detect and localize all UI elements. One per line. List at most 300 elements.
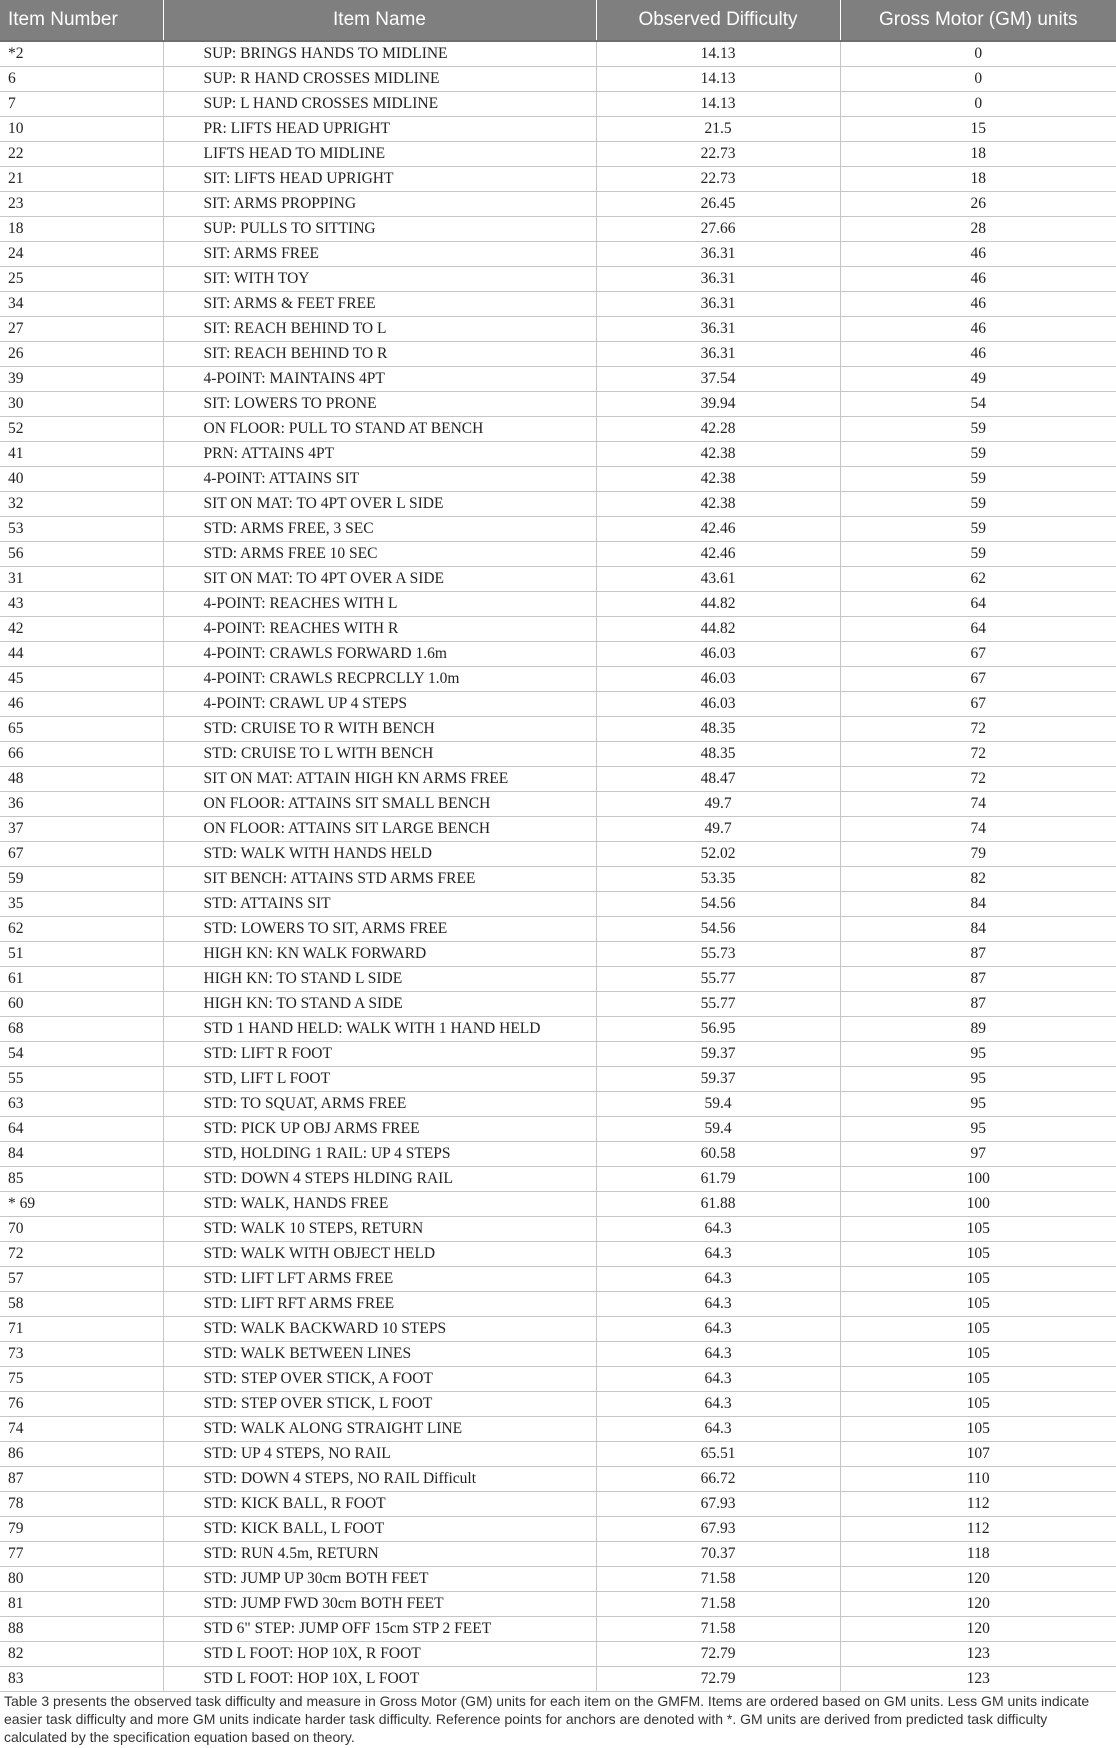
- cell-item-name: STD: CRUISE TO R WITH BENCH: [163, 717, 596, 742]
- table-row: [0, 1067, 1116, 1092]
- header-item-name: Item Name: [163, 0, 596, 41]
- cell-item-number: 87: [0, 1467, 163, 1492]
- cell-observed-difficulty: 22.73: [596, 142, 840, 167]
- cell-item-number: 21: [0, 167, 163, 192]
- cell-item-number: 80: [0, 1567, 163, 1592]
- cell-item-name: SUP: PULLS TO SITTING: [163, 217, 596, 242]
- cell-item-number: 39: [0, 367, 163, 392]
- table-row: [0, 192, 1116, 217]
- cell-observed-difficulty: 55.77: [596, 992, 840, 1017]
- table-row: [0, 717, 1116, 742]
- cell-item-name: 4-POINT: CRAWLS RECPRCLLY 1.0m: [163, 667, 596, 692]
- cell-item-name: STD: CRUISE TO L WITH BENCH: [163, 742, 596, 767]
- cell-item-number: 7: [0, 92, 163, 117]
- cell-item-number: 55: [0, 1067, 163, 1092]
- cell-item-name: PR: LIFTS HEAD UPRIGHT: [163, 117, 596, 142]
- cell-item-name: STD: WALK WITH OBJECT HELD: [163, 1242, 596, 1267]
- cell-gm-units: 105: [840, 1342, 1116, 1367]
- cell-item-name: STD: DOWN 4 STEPS HLDING RAIL: [163, 1167, 596, 1192]
- cell-gm-units: 59: [840, 492, 1116, 517]
- cell-item-name: STD: LIFT R FOOT: [163, 1042, 596, 1067]
- cell-item-number: 44: [0, 642, 163, 667]
- cell-gm-units: 67: [840, 692, 1116, 717]
- cell-item-name: STD: WALK, HANDS FREE: [163, 1192, 596, 1217]
- cell-observed-difficulty: 64.3: [596, 1367, 840, 1392]
- cell-item-number: 26: [0, 342, 163, 367]
- cell-observed-difficulty: 48.47: [596, 767, 840, 792]
- table-row: [0, 817, 1116, 842]
- cell-item-number: 85: [0, 1167, 163, 1192]
- cell-gm-units: 82: [840, 867, 1116, 892]
- cell-observed-difficulty: 64.3: [596, 1267, 840, 1292]
- cell-gm-units: 0: [840, 41, 1116, 67]
- cell-item-number: 73: [0, 1342, 163, 1367]
- cell-observed-difficulty: 71.58: [596, 1592, 840, 1617]
- cell-item-number: 65: [0, 717, 163, 742]
- cell-gm-units: 28: [840, 217, 1116, 242]
- cell-item-name: SUP: BRINGS HANDS TO MIDLINE: [163, 41, 596, 67]
- cell-observed-difficulty: 36.31: [596, 317, 840, 342]
- cell-observed-difficulty: 48.35: [596, 717, 840, 742]
- cell-item-number: 86: [0, 1442, 163, 1467]
- cell-item-name: SIT BENCH: ATTAINS STD ARMS FREE: [163, 867, 596, 892]
- table-row: [0, 1017, 1116, 1042]
- cell-gm-units: 95: [840, 1067, 1116, 1092]
- cell-gm-units: 95: [840, 1117, 1116, 1142]
- cell-gm-units: 95: [840, 1042, 1116, 1067]
- cell-item-number: 24: [0, 242, 163, 267]
- cell-gm-units: 123: [840, 1642, 1116, 1667]
- cell-item-name: SIT: ARMS FREE: [163, 242, 596, 267]
- cell-observed-difficulty: 53.35: [596, 867, 840, 892]
- cell-observed-difficulty: 55.73: [596, 942, 840, 967]
- cell-gm-units: 87: [840, 967, 1116, 992]
- cell-item-number: 68: [0, 1017, 163, 1042]
- cell-item-number: 27: [0, 317, 163, 342]
- cell-item-number: 52: [0, 417, 163, 442]
- table-row: [0, 467, 1116, 492]
- cell-item-number: 84: [0, 1142, 163, 1167]
- cell-observed-difficulty: 37.54: [596, 367, 840, 392]
- cell-gm-units: 105: [840, 1242, 1116, 1267]
- header-observed-difficulty: Observed Difficulty: [596, 0, 840, 41]
- cell-item-name: SIT ON MAT: TO 4PT OVER L SIDE: [163, 492, 596, 517]
- table-row: [0, 592, 1116, 617]
- cell-observed-difficulty: 36.31: [596, 267, 840, 292]
- table-row: [0, 767, 1116, 792]
- cell-item-number: 70: [0, 1217, 163, 1242]
- cell-observed-difficulty: 64.3: [596, 1342, 840, 1367]
- cell-item-name: SIT ON MAT: TO 4PT OVER A SIDE: [163, 567, 596, 592]
- cell-observed-difficulty: 22.73: [596, 167, 840, 192]
- table-row: [0, 1617, 1116, 1642]
- cell-item-number: 88: [0, 1617, 163, 1642]
- cell-item-name: 4-POINT: CRAWLS FORWARD 1.6m: [163, 642, 596, 667]
- table-row: [0, 1292, 1116, 1317]
- table-row: [0, 92, 1116, 117]
- cell-item-number: 71: [0, 1317, 163, 1342]
- cell-gm-units: 105: [840, 1217, 1116, 1242]
- cell-item-name: STD, LIFT L FOOT: [163, 1067, 596, 1092]
- cell-observed-difficulty: 46.03: [596, 692, 840, 717]
- cell-item-number: 36: [0, 792, 163, 817]
- cell-observed-difficulty: 39.94: [596, 392, 840, 417]
- table-row: [0, 492, 1116, 517]
- cell-item-number: 64: [0, 1117, 163, 1142]
- cell-gm-units: 72: [840, 767, 1116, 792]
- table-row: [0, 1542, 1116, 1567]
- table-row: [0, 567, 1116, 592]
- cell-observed-difficulty: 71.58: [596, 1617, 840, 1642]
- cell-item-number: 22: [0, 142, 163, 167]
- cell-item-name: STD: ARMS FREE, 3 SEC: [163, 517, 596, 542]
- cell-gm-units: 46: [840, 242, 1116, 267]
- cell-gm-units: 105: [840, 1317, 1116, 1342]
- cell-item-name: STD: JUMP UP 30cm BOTH FEET: [163, 1567, 596, 1592]
- cell-item-number: 61: [0, 967, 163, 992]
- table-row: [0, 1267, 1116, 1292]
- cell-item-number: 54: [0, 1042, 163, 1067]
- cell-observed-difficulty: 59.4: [596, 1092, 840, 1117]
- table-row: [0, 942, 1116, 967]
- cell-item-name: STD: STEP OVER STICK, A FOOT: [163, 1367, 596, 1392]
- cell-gm-units: 0: [840, 67, 1116, 92]
- cell-gm-units: 120: [840, 1617, 1116, 1642]
- cell-item-name: STD: RUN 4.5m, RETURN: [163, 1542, 596, 1567]
- cell-item-number: 74: [0, 1417, 163, 1442]
- table-row: [0, 1092, 1116, 1117]
- cell-observed-difficulty: 59.37: [596, 1067, 840, 1092]
- cell-gm-units: 0: [840, 92, 1116, 117]
- table-row: [0, 1467, 1116, 1492]
- cell-observed-difficulty: 49.7: [596, 792, 840, 817]
- cell-item-number: 25: [0, 267, 163, 292]
- cell-observed-difficulty: 67.93: [596, 1517, 840, 1542]
- cell-item-name: STD 1 HAND HELD: WALK WITH 1 HAND HELD: [163, 1017, 596, 1042]
- cell-item-name: STD: KICK BALL, L FOOT: [163, 1517, 596, 1542]
- cell-item-name: ON FLOOR: ATTAINS SIT SMALL BENCH: [163, 792, 596, 817]
- cell-observed-difficulty: 49.7: [596, 817, 840, 842]
- cell-item-number: 59: [0, 867, 163, 892]
- cell-gm-units: 62: [840, 567, 1116, 592]
- table-row: [0, 242, 1116, 267]
- cell-observed-difficulty: 36.31: [596, 292, 840, 317]
- cell-gm-units: 46: [840, 317, 1116, 342]
- table-row: [0, 642, 1116, 667]
- cell-item-name: 4-POINT: REACHES WITH L: [163, 592, 596, 617]
- cell-item-name: SUP: L HAND CROSSES MIDLINE: [163, 92, 596, 117]
- cell-gm-units: 46: [840, 267, 1116, 292]
- cell-item-name: STD: LIFT RFT ARMS FREE: [163, 1292, 596, 1317]
- cell-item-number: 42: [0, 617, 163, 642]
- table-row: [0, 67, 1116, 92]
- table-header: [0, 0, 1116, 41]
- cell-item-name: 4-POINT: CRAWL UP 4 STEPS: [163, 692, 596, 717]
- table-row: [0, 1317, 1116, 1342]
- table-row: [0, 1217, 1116, 1242]
- cell-item-number: 76: [0, 1392, 163, 1417]
- cell-observed-difficulty: 70.37: [596, 1542, 840, 1567]
- cell-gm-units: 97: [840, 1142, 1116, 1167]
- cell-gm-units: 26: [840, 192, 1116, 217]
- cell-observed-difficulty: 43.61: [596, 567, 840, 592]
- table-row: [0, 892, 1116, 917]
- cell-observed-difficulty: 72.79: [596, 1667, 840, 1692]
- table-row: [0, 442, 1116, 467]
- cell-observed-difficulty: 42.38: [596, 467, 840, 492]
- cell-observed-difficulty: 54.56: [596, 917, 840, 942]
- table-row: [0, 1567, 1116, 1592]
- cell-item-number: 82: [0, 1642, 163, 1667]
- cell-item-name: HIGH KN: TO STAND A SIDE: [163, 992, 596, 1017]
- cell-item-number: 67: [0, 842, 163, 867]
- cell-observed-difficulty: 64.3: [596, 1417, 840, 1442]
- cell-gm-units: 105: [840, 1267, 1116, 1292]
- cell-item-number: *2: [0, 41, 163, 67]
- table-row: [0, 792, 1116, 817]
- cell-item-name: STD L FOOT: HOP 10X, R FOOT: [163, 1642, 596, 1667]
- cell-gm-units: 59: [840, 517, 1116, 542]
- cell-gm-units: 72: [840, 717, 1116, 742]
- cell-item-name: STD 6" STEP: JUMP OFF 15cm STP 2 FEET: [163, 1617, 596, 1642]
- table-row: [0, 1042, 1116, 1067]
- cell-item-number: 18: [0, 217, 163, 242]
- table-row: [0, 867, 1116, 892]
- cell-item-number: 34: [0, 292, 163, 317]
- cell-observed-difficulty: 67.93: [596, 1492, 840, 1517]
- cell-gm-units: 87: [840, 942, 1116, 967]
- table-row: [0, 142, 1116, 167]
- cell-item-number: 23: [0, 192, 163, 217]
- cell-gm-units: 72: [840, 742, 1116, 767]
- cell-observed-difficulty: 59.37: [596, 1042, 840, 1067]
- cell-gm-units: 67: [840, 642, 1116, 667]
- cell-observed-difficulty: 44.82: [596, 592, 840, 617]
- cell-observed-difficulty: 48.35: [596, 742, 840, 767]
- table-row: [0, 217, 1116, 242]
- cell-item-name: LIFTS HEAD TO MIDLINE: [163, 142, 596, 167]
- table-row: [0, 342, 1116, 367]
- cell-item-name: STD: LOWERS TO SIT, ARMS FREE: [163, 917, 596, 942]
- cell-item-name: STD: WALK 10 STEPS, RETURN: [163, 1217, 596, 1242]
- table-body: [0, 41, 1116, 1692]
- table-row: [0, 667, 1116, 692]
- cell-item-number: 79: [0, 1517, 163, 1542]
- table-row: [0, 117, 1116, 142]
- cell-gm-units: 120: [840, 1567, 1116, 1592]
- cell-gm-units: 107: [840, 1442, 1116, 1467]
- table-row: [0, 1492, 1116, 1517]
- cell-item-number: 56: [0, 542, 163, 567]
- cell-observed-difficulty: 71.58: [596, 1567, 840, 1592]
- cell-item-number: 62: [0, 917, 163, 942]
- cell-observed-difficulty: 64.3: [596, 1242, 840, 1267]
- cell-item-name: STD, HOLDING 1 RAIL: UP 4 STEPS: [163, 1142, 596, 1167]
- cell-item-number: 31: [0, 567, 163, 592]
- table-row: [0, 1392, 1116, 1417]
- table-row: [0, 417, 1116, 442]
- table-row: [0, 967, 1116, 992]
- cell-observed-difficulty: 60.58: [596, 1142, 840, 1167]
- cell-gm-units: 120: [840, 1592, 1116, 1617]
- cell-observed-difficulty: 44.82: [596, 617, 840, 642]
- cell-item-name: HIGH KN: KN WALK FORWARD: [163, 942, 596, 967]
- cell-gm-units: 67: [840, 667, 1116, 692]
- table-caption: Table 3 presents the observed task difficulty and measure in Gross Motor (GM) units for each item on the GMFM. Items are ordered based on GM units. Less GM units indicate easier task difficulty and more GM units indicate harder task difficulty. Reference points for anchors are denoted with *. GM units are derived from predicted task difficulty calculated by the specification equation based on theory.: [4, 1693, 1090, 1745]
- cell-item-name: PRN: ATTAINS 4PT: [163, 442, 596, 467]
- table-row: [0, 167, 1116, 192]
- cell-observed-difficulty: 66.72: [596, 1467, 840, 1492]
- cell-gm-units: 84: [840, 892, 1116, 917]
- cell-item-name: 4-POINT: ATTAINS SIT: [163, 467, 596, 492]
- cell-item-name: ON FLOOR: ATTAINS SIT LARGE BENCH: [163, 817, 596, 842]
- table-row: [0, 1642, 1116, 1667]
- table-row: [0, 1667, 1116, 1692]
- cell-item-number: 75: [0, 1367, 163, 1392]
- table-row: [0, 1342, 1116, 1367]
- header-row: [0, 0, 1116, 41]
- cell-item-name: HIGH KN: TO STAND L SIDE: [163, 967, 596, 992]
- cell-item-number: 40: [0, 467, 163, 492]
- table-row: [0, 1592, 1116, 1617]
- table-row: [0, 617, 1116, 642]
- cell-gm-units: 54: [840, 392, 1116, 417]
- cell-gm-units: 49: [840, 367, 1116, 392]
- table-row: [0, 367, 1116, 392]
- cell-observed-difficulty: 42.46: [596, 542, 840, 567]
- cell-item-name: SIT: REACH BEHIND TO R: [163, 342, 596, 367]
- cell-item-name: STD: ARMS FREE 10 SEC: [163, 542, 596, 567]
- table-row: [0, 317, 1116, 342]
- cell-gm-units: 95: [840, 1092, 1116, 1117]
- cell-observed-difficulty: 64.3: [596, 1392, 840, 1417]
- cell-item-number: * 69: [0, 1192, 163, 1217]
- cell-gm-units: 112: [840, 1517, 1116, 1542]
- cell-observed-difficulty: 14.13: [596, 92, 840, 117]
- table-row: [0, 517, 1116, 542]
- table-row: [0, 1117, 1116, 1142]
- cell-gm-units: 18: [840, 167, 1116, 192]
- cell-gm-units: 105: [840, 1367, 1116, 1392]
- cell-item-name: SUP: R HAND CROSSES MIDLINE: [163, 67, 596, 92]
- cell-observed-difficulty: 42.28: [596, 417, 840, 442]
- cell-gm-units: 59: [840, 417, 1116, 442]
- cell-item-number: 72: [0, 1242, 163, 1267]
- header-item-number: Item Number: [0, 0, 163, 41]
- cell-gm-units: 105: [840, 1392, 1116, 1417]
- table-row: [0, 692, 1116, 717]
- table-row: [0, 392, 1116, 417]
- cell-gm-units: 46: [840, 342, 1116, 367]
- cell-observed-difficulty: 14.13: [596, 41, 840, 67]
- cell-item-name: STD: LIFT LFT ARMS FREE: [163, 1267, 596, 1292]
- cell-gm-units: 46: [840, 292, 1116, 317]
- cell-gm-units: 87: [840, 992, 1116, 1017]
- cell-gm-units: 105: [840, 1417, 1116, 1442]
- cell-item-name: STD: UP 4 STEPS, NO RAIL: [163, 1442, 596, 1467]
- cell-observed-difficulty: 61.88: [596, 1192, 840, 1217]
- table-row: [0, 1242, 1116, 1267]
- cell-observed-difficulty: 46.03: [596, 667, 840, 692]
- header-gm-units: Gross Motor (GM) units: [840, 0, 1116, 41]
- cell-observed-difficulty: 72.79: [596, 1642, 840, 1667]
- cell-item-number: 58: [0, 1292, 163, 1317]
- cell-gm-units: 112: [840, 1492, 1116, 1517]
- cell-gm-units: 18: [840, 142, 1116, 167]
- cell-gm-units: 89: [840, 1017, 1116, 1042]
- cell-observed-difficulty: 65.51: [596, 1442, 840, 1467]
- cell-item-name: STD: TO SQUAT, ARMS FREE: [163, 1092, 596, 1117]
- cell-item-number: 81: [0, 1592, 163, 1617]
- cell-item-number: 32: [0, 492, 163, 517]
- cell-gm-units: 64: [840, 592, 1116, 617]
- cell-item-name: STD: WALK BETWEEN LINES: [163, 1342, 596, 1367]
- cell-item-number: 78: [0, 1492, 163, 1517]
- cell-item-name: SIT ON MAT: ATTAIN HIGH KN ARMS FREE: [163, 767, 596, 792]
- cell-gm-units: 84: [840, 917, 1116, 942]
- cell-item-name: SIT: WITH TOY: [163, 267, 596, 292]
- table-row: [0, 292, 1116, 317]
- cell-item-name: SIT: LIFTS HEAD UPRIGHT: [163, 167, 596, 192]
- cell-item-name: STD: JUMP FWD 30cm BOTH FEET: [163, 1592, 596, 1617]
- cell-item-number: 45: [0, 667, 163, 692]
- cell-item-number: 77: [0, 1542, 163, 1567]
- cell-item-name: STD: WALK ALONG STRAIGHT LINE: [163, 1417, 596, 1442]
- cell-gm-units: 64: [840, 617, 1116, 642]
- table-row: [0, 1442, 1116, 1467]
- cell-observed-difficulty: 26.45: [596, 192, 840, 217]
- table-row: [0, 1517, 1116, 1542]
- cell-observed-difficulty: 36.31: [596, 342, 840, 367]
- cell-item-name: SIT: REACH BEHIND TO L: [163, 317, 596, 342]
- cell-item-number: 6: [0, 67, 163, 92]
- cell-item-name: STD: DOWN 4 STEPS, NO RAIL Difficult: [163, 1467, 596, 1492]
- cell-item-name: STD: KICK BALL, R FOOT: [163, 1492, 596, 1517]
- cell-observed-difficulty: 42.46: [596, 517, 840, 542]
- table-row: [0, 842, 1116, 867]
- cell-item-number: 41: [0, 442, 163, 467]
- cell-item-number: 48: [0, 767, 163, 792]
- cell-item-name: 4-POINT: MAINTAINS 4PT: [163, 367, 596, 392]
- cell-item-name: STD: WALK WITH HANDS HELD: [163, 842, 596, 867]
- cell-item-name: SIT: ARMS & FEET FREE: [163, 292, 596, 317]
- table-row: [0, 742, 1116, 767]
- table-row: [0, 1367, 1116, 1392]
- cell-item-number: 53: [0, 517, 163, 542]
- cell-gm-units: 105: [840, 1292, 1116, 1317]
- cell-gm-units: 74: [840, 817, 1116, 842]
- table-row: [0, 992, 1116, 1017]
- cell-item-number: 51: [0, 942, 163, 967]
- cell-item-name: SIT: LOWERS TO PRONE: [163, 392, 596, 417]
- cell-observed-difficulty: 52.02: [596, 842, 840, 867]
- cell-item-name: SIT: ARMS PROPPING: [163, 192, 596, 217]
- cell-gm-units: 59: [840, 467, 1116, 492]
- cell-item-number: 30: [0, 392, 163, 417]
- cell-item-number: 43: [0, 592, 163, 617]
- cell-item-number: 10: [0, 117, 163, 142]
- table-row: [0, 267, 1116, 292]
- cell-gm-units: 79: [840, 842, 1116, 867]
- cell-item-number: 66: [0, 742, 163, 767]
- cell-item-number: 60: [0, 992, 163, 1017]
- cell-observed-difficulty: 42.38: [596, 442, 840, 467]
- cell-item-number: 83: [0, 1667, 163, 1692]
- cell-observed-difficulty: 46.03: [596, 642, 840, 667]
- cell-gm-units: 15: [840, 117, 1116, 142]
- table-row: [0, 1192, 1116, 1217]
- table-row: [0, 41, 1116, 67]
